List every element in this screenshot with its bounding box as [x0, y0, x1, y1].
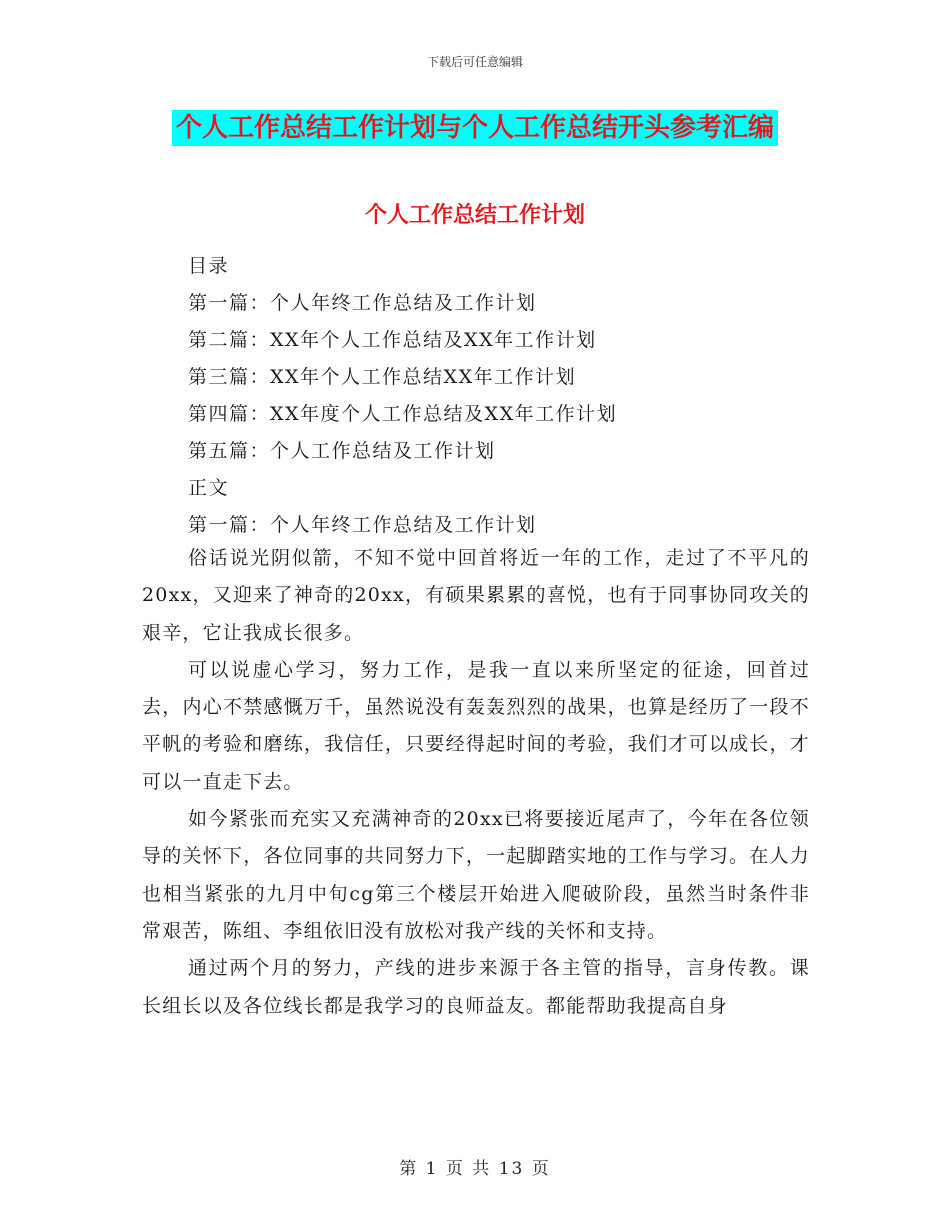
toc-item: 第三篇：XX年个人工作总结XX年工作计划	[188, 366, 577, 388]
toc-item: 第五篇：个人工作总结及工作计划	[188, 440, 496, 462]
header-note: 下载后可任意编辑	[426, 55, 523, 69]
page-footer: 第 1 页 共 13 页	[399, 1159, 551, 1179]
toc-item: 第一篇：个人年终工作总结及工作计划	[188, 292, 537, 314]
toc-item: 第四篇：XX年度个人工作总结及XX年工作计划	[188, 403, 618, 425]
body-text	[142, 540, 810, 1025]
paragraph: 如今紧张而充实又充满神奇的20xx已将要接近尾声了，今年在各位领导的关怀下，各位同事的共同努力下，一起脚踏实地的工作与学习。在人力也相当紧张的九月中旬cg第三个楼层开始进入爬破阶段，虽然当时条件非常艰苦，陈组、李组依旧没有放松对我产线的关怀和支持。	[142, 808, 810, 942]
chapter-heading: 第一篇：个人年终工作总结及工作计划	[188, 514, 537, 536]
paragraph: 俗话说光阴似箭，不知不觉中回首将近一年的工作，走过了不平凡的20xx，又迎来了神奇的20xx，有硕果累累的喜悦，也有于同事协同攻关的艰辛，它让我成长很多。	[142, 547, 810, 644]
body-heading: 正文	[188, 477, 230, 499]
section-title: 个人工作总结工作计划	[364, 203, 585, 228]
toc-item: 第二篇：XX年个人工作总结及XX年工作计划	[188, 329, 597, 351]
doc-title: 个人工作总结工作计划与个人工作总结开头参考汇编	[172, 110, 778, 146]
paragraph: 通过两个月的努力，产线的进步来源于各主管的指导，言身传教。课长组长以及各位线长都是我学习的良师益友。都能帮助我提高自身	[142, 957, 810, 1017]
toc-heading: 目录	[188, 255, 230, 277]
paragraph: 可以说虚心学习，努力工作，是我一直以来所坚定的征途，回首过去，内心不禁感慨万千，虽然说没有轰轰烈烈的战果，也算是经历了一段不平帆的考验和磨练，我信任，只要经得起时间的考验，我们才可以成长，才可以一直走下去。	[142, 658, 810, 793]
doc-title-wrap	[0, 110, 950, 146]
table-of-contents	[188, 248, 828, 544]
